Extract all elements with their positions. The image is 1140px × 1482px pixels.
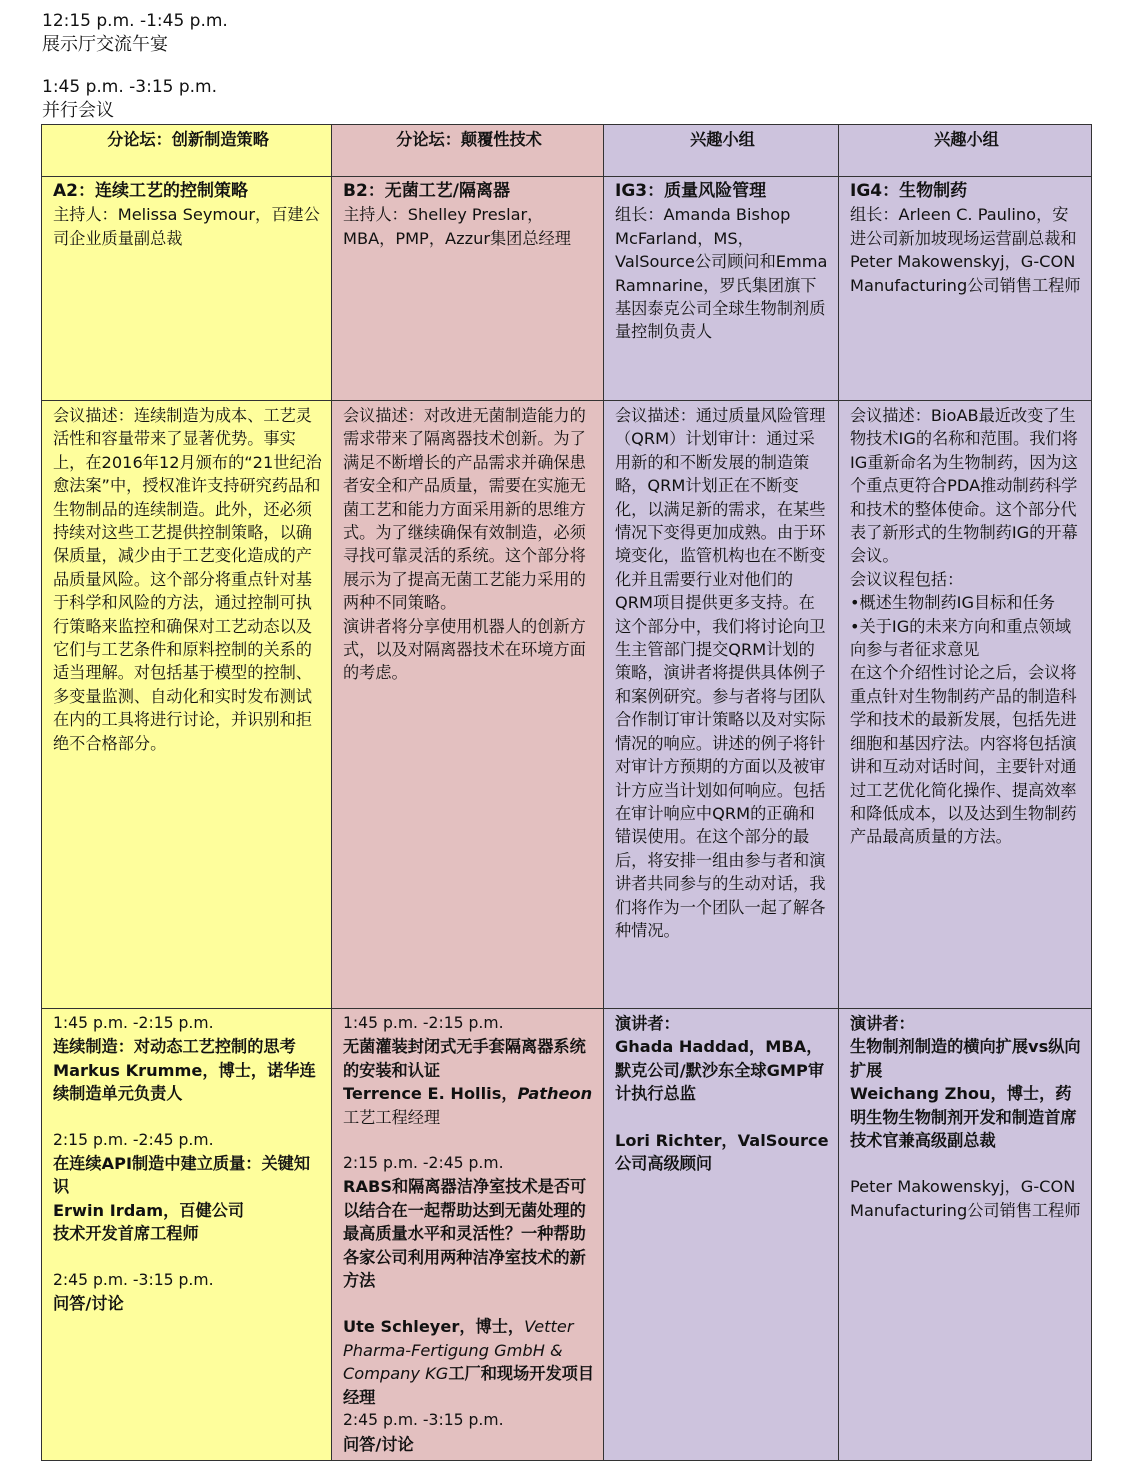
- description-text: 会议描述：对改进无菌制造能力的需求带来了隔离器技术创新。为了满足不断增长的产品需求并确保患者安全和产品质量，需要在实施无菌工艺和能力方面采用新的思维方式。为了继续确保有效制造，必须寻找可靠灵活的系统。这个部分将展示为了提高无菌工艺能力采用的两种不同策略。: [343, 406, 586, 613]
- speaker-entry: Weichang Zhou，博士，药明生物生物制剂开发和制造首席技术官兼高级副总裁: [850, 1084, 1077, 1151]
- speaker-org: Patheon: [517, 1084, 593, 1104]
- session-a2-description: [42, 401, 332, 1009]
- spacer: [615, 1106, 830, 1129]
- session-ig3-description: [604, 401, 839, 1009]
- spacer: [343, 1129, 595, 1152]
- talk-title: 生物制剂制造的横向扩展vs纵向扩展: [850, 1037, 1081, 1080]
- agenda-item: •概述生物制药IG目标和任务: [850, 593, 1055, 613]
- session-b2-header: [332, 177, 604, 401]
- session-ig3-header: [604, 177, 839, 401]
- concurrent-block: [42, 75, 217, 123]
- talk-title: 在连续API制造中建立质量：关键知识: [53, 1154, 311, 1197]
- session-talks-row: [42, 1009, 1092, 1461]
- column-header-track-disruptive: 分论坛：颠覆性技术: [332, 125, 604, 177]
- spacer: [850, 1152, 1083, 1175]
- speaker-entry: Peter Makowenskyj，G-CON Manufacturing公司销售工程师: [850, 1177, 1081, 1220]
- session-ig4-header: [839, 177, 1092, 401]
- closing-text: 在这个介绍性讨论之后，会议将重点针对生物制药产品的制造科学和技术的最新发展，包括先进细胞和基因疗法。内容将包括演讲和互动对话时间，主要针对通过工艺优化简化操作、提高效率和降低成本，以及达到生物制药产品最高质量的方法。: [850, 663, 1077, 847]
- session-ig3-talks: [604, 1009, 839, 1461]
- talk-speaker: Erwin Irdam，百健公司: [53, 1200, 245, 1220]
- description-text: 会议描述：连续制造为成本、工艺灵活性和容量带来了显著优势。事实上，在2016年12月颁布的“21世纪治愈法案”中，授权准许支持研究药品和生物制品的连续制造。此外，还必须持续对这些工艺提供控制策略，以确保质量，减少由于工艺变化造成的产品质量风险。这个部分将重点针对基于科学和风险的方法，通过控制可执行策略来监控和确保对工艺动态以及它们与工艺条件和原料控制的关系的适当理解。对包括基于模型的控制、多变量监测、自动化和实时发布测试在内的工具将进行讨论，并识别和拒绝不合格部分。: [53, 406, 322, 753]
- talk-speaker: [343, 1082, 595, 1105]
- description-text: 会议描述：BioAB最近改变了生物技术IG的名称和范围。我们将IG重新命名为生物制药，因为这个重点更符合PDA推动制药科学和技术的整体使命。这个部分代表了新形式的生物制药IG的开幕会议。: [850, 406, 1078, 566]
- lunch-block: [42, 9, 228, 57]
- agenda-label: 会议议程包括：: [850, 569, 964, 589]
- session-leader: 主持人：Shelley Preslar，MBA，PMP，Azzur集团总经理: [343, 205, 571, 248]
- session-leader: 主持人：Melissa Seymour，百建公司企业质量副总裁: [53, 205, 320, 248]
- talk-title: 问答/讨论: [343, 1434, 414, 1454]
- talk-speaker: [343, 1315, 595, 1409]
- sessions-table: [41, 124, 1092, 1461]
- speakers-label: 演讲者：: [615, 1014, 680, 1033]
- session-description-row: [42, 401, 1092, 1009]
- talk-speaker-role: 技术开发首席工程师: [53, 1224, 199, 1244]
- column-header-track-innovation: 分论坛：创新制造策略: [42, 125, 332, 177]
- session-title: A2：连续工艺的控制策略: [53, 181, 248, 201]
- talk-time: 1:45 p.m. -2:15 p.m.: [53, 1014, 214, 1032]
- concurrent-time: 1:45 p.m. -3:15 p.m.: [42, 77, 218, 97]
- talk-time: 2:45 p.m. -3:15 p.m.: [343, 1411, 504, 1430]
- description-text-2: 演讲者将分享使用机器人的创新方式，以及对隔离器技术在环境方面的考虑。: [343, 616, 586, 683]
- talk-title: 连续制造：对动态工艺控制的思考: [53, 1037, 296, 1057]
- session-ig4-talks: [839, 1009, 1092, 1461]
- session-title: IG3：质量风险管理: [615, 181, 767, 201]
- talk-time: 2:45 p.m. -3:15 p.m.: [53, 1270, 214, 1289]
- talk-title: 问答/讨论: [53, 1294, 124, 1314]
- column-header-interest-group: 兴趣小组: [839, 125, 1092, 177]
- talk-speaker: Markus Krumme，博士，诺华连续制造单元负责人: [53, 1060, 316, 1104]
- talk-title: RABS和隔离器洁净室技术是否可以结合在一起帮助达到无菌处理的最高质量水平和灵活性？一种帮助各家公司利用两种洁净室技术的新方法: [343, 1177, 587, 1291]
- talk-speaker-role: 工艺工程经理: [343, 1107, 441, 1127]
- talk-time: 2:15 p.m. -2:45 p.m.: [343, 1154, 504, 1173]
- session-leader: 组长：Amanda Bishop McFarland，MS，ValSource公司顾问和Emma Ramnarine，罗氏集团旗下基因泰克公司全球生物制剂质量控制负责人: [615, 205, 828, 342]
- spacer: [53, 1246, 323, 1269]
- session-a2-header: [42, 177, 332, 401]
- concurrent-title: 并行会议: [42, 100, 114, 121]
- session-title-row: [42, 177, 1092, 401]
- talk-title: 无菌灌装封闭式无手套隔离器系统的安装和认证: [343, 1037, 586, 1080]
- speakers-label: 演讲者：: [850, 1014, 915, 1033]
- session-a2-talks: [42, 1009, 332, 1461]
- column-header-interest-group: 兴趣小组: [604, 125, 839, 177]
- lunch-time: 12:15 p.m. -1:45 p.m.: [42, 11, 228, 31]
- talk-time: 1:45 p.m. -2:15 p.m.: [343, 1014, 504, 1032]
- speaker-name: Terrence E. Hollis，: [343, 1084, 518, 1104]
- lunch-title: 展示厅交流午宴: [42, 34, 168, 55]
- speaker-entry: Ghada Haddad，MBA，默克公司/默沙东全球GMP审计执行总监: [615, 1037, 825, 1104]
- session-title: B2：无菌工艺/隔离器: [343, 181, 510, 201]
- session-title: IG4：生物制药: [850, 181, 968, 201]
- speaker-entry: Lori Richter，ValSource公司高级顾问: [615, 1130, 829, 1174]
- description-text: 会议描述：通过质量风险管理（QRM）计划审计：通过采用新的和不断发展的制造策略，QRM计划正在不断变化，以满足新的需求，在某些情况下变得更加成熟。由于环境变化，监管机构也在不断变化并且需要行业对他们的QRM项目提供更多支持。在这个部分中，我们将讨论向卫生主管部门提交QRM计划的策略，演讲者将提供具体例子和案例研究。参与者将与团队合作制订审计策略以及对实际情况的响应。讲述的例子将针对审计方预期的方面以及被审计方应当计划如何响应。包括在审计响应中QRM的正确和错误使用。在这个部分的最后，将安排一组由参与者和演讲者共同参与的生动对话，我们将作为一个团队一起了解各种情况。: [615, 406, 826, 940]
- session-b2-talks: [332, 1009, 604, 1461]
- header-row: [42, 125, 1092, 177]
- session-b2-description: [332, 401, 604, 1009]
- session-leader: 组长：Arleen C. Paulino，安进公司新加坡现场运营副总裁和Peter Makowenskyj，G-CON Manufacturing公司销售工程师: [850, 205, 1081, 295]
- speaker-name: Ute Schleyer，博士，: [343, 1317, 525, 1337]
- talk-time: 2:15 p.m. -2:45 p.m.: [53, 1130, 214, 1149]
- agenda-item: •关于IG的未来方向和重点领域向参与者征求意见: [850, 616, 1072, 660]
- spacer: [53, 1106, 323, 1129]
- session-ig4-description: [839, 401, 1092, 1009]
- spacer: [343, 1292, 595, 1315]
- speaker-org: Vetter Pharma-Fertigung GmbH & Company KG: [343, 1317, 574, 1384]
- speaker-role: 工厂和现场开发项目经理: [343, 1364, 595, 1407]
